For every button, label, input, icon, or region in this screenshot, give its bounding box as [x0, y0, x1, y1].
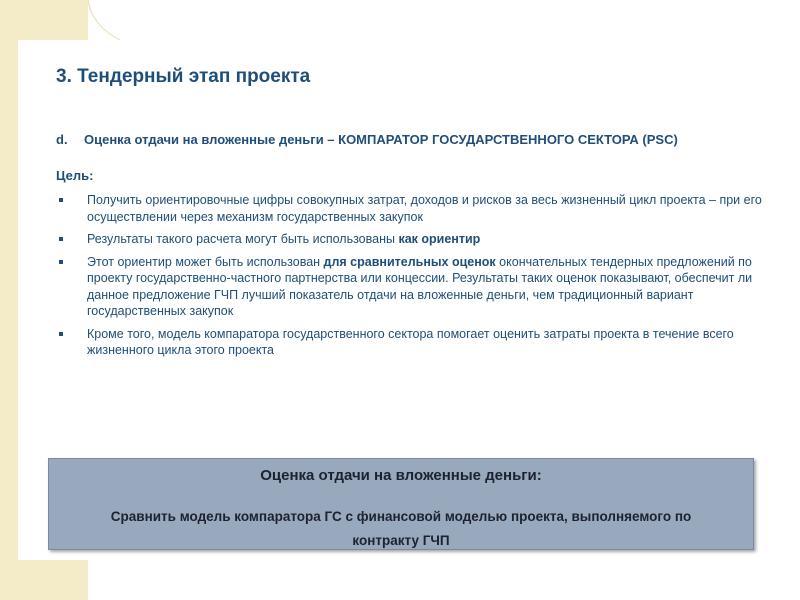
bullet-text: Получить ориентировочные цифры совокупных затрат, доходов и рисков за весь жизненный цикл проекта – при его осуществлении через механизм государственных закупок: [87, 193, 762, 224]
slide: [18, 40, 800, 560]
summary-body: Сравнить модель компаратора ГС с финансовой моделью проекта, выполняемого по контракту ГЧП: [110, 509, 692, 548]
summary-title: Оценка отдачи на вложенные деньги:: [260, 467, 542, 484]
bullet-bold-text: как ориентир: [398, 232, 481, 246]
slide-title: 3. Тендерный этап проекта: [56, 66, 311, 87]
bullet-square-icon: [59, 198, 63, 202]
bullet-text: Этот ориентир может быть использован: [87, 254, 324, 269]
list-item: [56, 231, 771, 248]
bullet-square-icon: [59, 260, 63, 264]
list-item: [56, 192, 771, 225]
bullet-text: Результаты такого расчета могут быть использованы: [87, 232, 399, 246]
goal-label: Цель:: [56, 168, 94, 183]
bullet-bold-text: для сравнительных оценок: [323, 254, 496, 269]
summary-box: [48, 458, 754, 550]
bullet-text: Кроме того, модель компаратора государственного сектора помогает оценить затраты проекта в течение всего жизненного цикла этого проекта: [87, 326, 734, 357]
bullet-text: окончательных тендерных предложений по проекту государственно-частного партнерства или концессии. Результаты таких оценок показывают, обеспечит ли данное предложение ГЧП лучший показатель отдачи на вложенные деньги, чем традиционный вариант государственных закупок: [87, 254, 753, 318]
section-subtitle-text: Оценка отдачи на вложенные деньги – КОМПАРАТОР ГОСУДАРСТВЕННОГО СЕКТОРА (PSC): [84, 132, 678, 147]
bullet-square-icon: [59, 332, 63, 336]
bullet-list: [56, 192, 771, 365]
bullet-square-icon: [59, 237, 63, 241]
section-letter: d.: [56, 132, 68, 147]
list-item: [56, 326, 771, 359]
section-subtitle: [56, 132, 786, 147]
list-item: [56, 254, 771, 320]
